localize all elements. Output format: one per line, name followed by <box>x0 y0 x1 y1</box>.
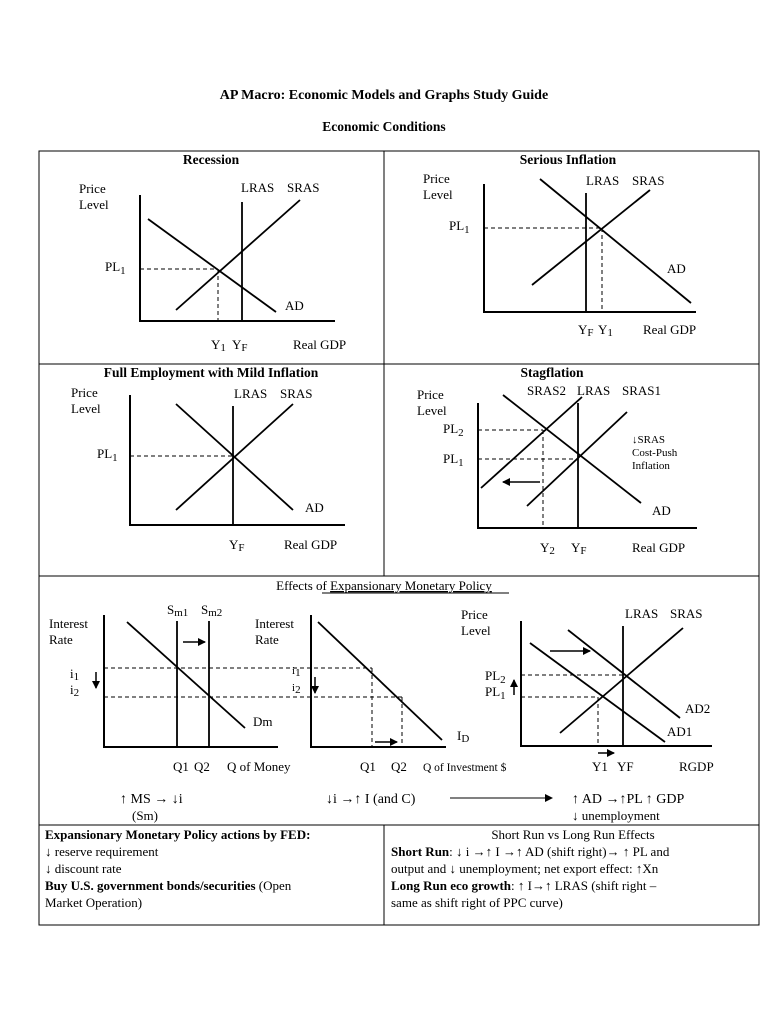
lras-label: LRAS <box>577 383 611 398</box>
sras-label: SRAS <box>280 386 313 401</box>
sm2-label: Sm2 <box>201 602 223 619</box>
i1-label: i1 <box>70 666 80 683</box>
chain-unemployment: ↓ unemployment <box>572 808 660 823</box>
ad-label: AD <box>652 503 671 518</box>
sras-label: SRAS <box>287 180 320 195</box>
fed-actions-cell <box>45 826 381 911</box>
yf-label: YF <box>232 337 248 354</box>
dm-line <box>127 622 245 728</box>
fed-action-omo: Market Operation) <box>45 895 143 910</box>
stagflation-graph <box>417 365 697 557</box>
pl1-label: $PL_1$ <box>485 684 506 702</box>
pl2-label: $PL_2$ <box>485 668 506 686</box>
sras-note: ↓SRAS <box>632 434 666 446</box>
ad-label: AD <box>285 298 304 313</box>
investment-demand-graph <box>255 615 507 774</box>
ad-label: AD <box>305 500 324 515</box>
q-money-label: Q of Money <box>227 759 291 774</box>
q1-label: Q1 <box>360 759 376 774</box>
price-label: Price <box>461 607 488 622</box>
fed-action-reserve: ↓ reserve requirement <box>45 844 159 859</box>
price-label: Price <box>71 385 98 400</box>
inflation-title: Serious Inflation <box>519 152 617 167</box>
level-label: Level <box>423 187 453 202</box>
level-label: Level <box>461 623 491 638</box>
yf-label: YF <box>578 322 594 339</box>
pl1-label: $PL_1$ <box>97 446 118 464</box>
recession-title: Recession <box>182 152 240 167</box>
chain-sm: (Sm) <box>132 808 158 823</box>
bonds-rest: (Open <box>255 878 292 893</box>
fed-actions-heading: Expansionary Monetary Policy actions by FED: <box>45 827 311 842</box>
axes <box>484 184 696 312</box>
y1-label: Y1 <box>592 759 608 774</box>
q2-label: Q2 <box>194 759 210 774</box>
fed-action-discount: ↓ discount rate <box>45 861 122 876</box>
price-label: Price <box>423 171 450 186</box>
sras-line <box>176 200 300 310</box>
long-run-label: Long Run eco growth <box>391 878 512 893</box>
sras-label: SRAS <box>632 173 665 188</box>
id-label: ID <box>457 728 470 745</box>
lras-label: LRAS <box>234 386 268 401</box>
ad2-line <box>568 630 680 718</box>
effects-cell <box>391 826 755 911</box>
long-run-line2: same as shift right of PPC curve) <box>391 895 563 910</box>
long-run-text: : ↑ I→↑ LRAS (shift right – <box>511 878 657 893</box>
chain-investment: ↓i →↑ I (and C) <box>326 792 416 807</box>
interest-label: Interest <box>49 616 88 631</box>
yf-label: YF <box>617 759 634 774</box>
cost-push-note: Cost-Push <box>632 447 678 459</box>
level-label: Level <box>79 197 109 212</box>
stagflation-title: Stagflation <box>520 365 584 380</box>
effects-heading: Short Run vs Long Run Effects <box>491 827 655 842</box>
real-gdp-label: Real GDP <box>293 337 347 352</box>
dm-label: Dm <box>253 714 273 729</box>
page-title: AP Macro: Economic Models and Graphs Study Guide <box>219 88 549 103</box>
yf-label: YF <box>571 540 587 557</box>
short-run-text: : ↓ i →↑ I →↑ AD (shift right)→ ↑ PL and <box>449 844 670 859</box>
adas-graph <box>461 606 714 774</box>
bonds-bold: Buy U.S. government bonds/securities <box>45 878 256 893</box>
inflation-note: Inflation <box>632 460 670 472</box>
y1-label: Y1 <box>211 337 226 354</box>
full-employment-graph <box>71 365 345 554</box>
y1-label: Y1 <box>598 322 613 339</box>
axes <box>104 615 278 747</box>
real-gdp-label: Real GDP <box>632 540 686 555</box>
sras-line <box>560 628 683 733</box>
inflation-graph <box>423 152 696 339</box>
level-label: Level <box>71 401 101 416</box>
pl1-label: $PL_1$ <box>449 218 470 236</box>
rate-label: Rate <box>255 632 279 647</box>
causal-chain <box>120 792 684 823</box>
real-gdp-label: Real GDP <box>284 537 338 552</box>
q1-label: Q1 <box>173 759 189 774</box>
short-run-label: Short Run <box>391 844 450 859</box>
level-label: Level <box>417 403 447 418</box>
sras1-label: SRAS1 <box>622 383 662 398</box>
yf-label: YF <box>229 537 245 554</box>
i2-label: i2 <box>292 682 301 696</box>
money-market-graph <box>49 602 402 774</box>
ad-line <box>148 219 276 312</box>
ad-line <box>540 179 691 303</box>
chain-ad: ↑ AD →↑PL ↑ GDP <box>572 792 685 807</box>
short-run-line <box>391 843 755 860</box>
fed-action-bonds <box>45 877 381 894</box>
i1-label: i1 <box>292 665 301 679</box>
recession-graph <box>79 152 346 354</box>
axes <box>140 195 335 321</box>
lras-label: LRAS <box>625 606 659 621</box>
ad2-label: AD2 <box>685 701 711 716</box>
sm1-label: Sm1 <box>167 602 189 619</box>
pl1-label: $PL_1$ <box>443 451 464 469</box>
price-label: Price <box>417 387 444 402</box>
pl2-label: $PL_2$ <box>443 421 464 439</box>
lras-label: LRAS <box>586 173 620 188</box>
real-gdp-label: Real GDP <box>643 322 697 337</box>
sras2-label: SRAS2 <box>527 383 567 398</box>
ad1-label: AD1 <box>667 724 693 739</box>
i2-label: i2 <box>70 682 80 699</box>
page-subtitle: Economic Conditions <box>322 119 446 134</box>
full-employment-title: Full Employment with Mild Inflation <box>103 365 319 380</box>
lras-label: LRAS <box>241 180 275 195</box>
monetary-title: Effects of Expansionary Monetary Policy <box>276 578 492 593</box>
rate-label: Rate <box>49 632 73 647</box>
rgdp-label: RGDP <box>679 759 714 774</box>
long-run-line <box>391 877 755 894</box>
id-line <box>318 622 442 740</box>
price-label: Price <box>79 181 106 196</box>
pl1-label: $PL_1$ <box>105 259 126 277</box>
q-investment-label: Q of Investment $ <box>423 762 507 774</box>
ad-label: AD <box>667 261 686 276</box>
sras-line <box>532 190 650 285</box>
q2-label: Q2 <box>391 759 407 774</box>
y2-label: Y2 <box>540 540 555 557</box>
chain-ms: ↑ MS → ↓i <box>120 792 183 807</box>
sras2-line <box>481 397 582 488</box>
interest-label: Interest <box>255 616 294 631</box>
sras-label: SRAS <box>670 606 703 621</box>
short-run-line2: output and ↓ unemployment; net export effect: ↑Xn <box>391 861 659 876</box>
